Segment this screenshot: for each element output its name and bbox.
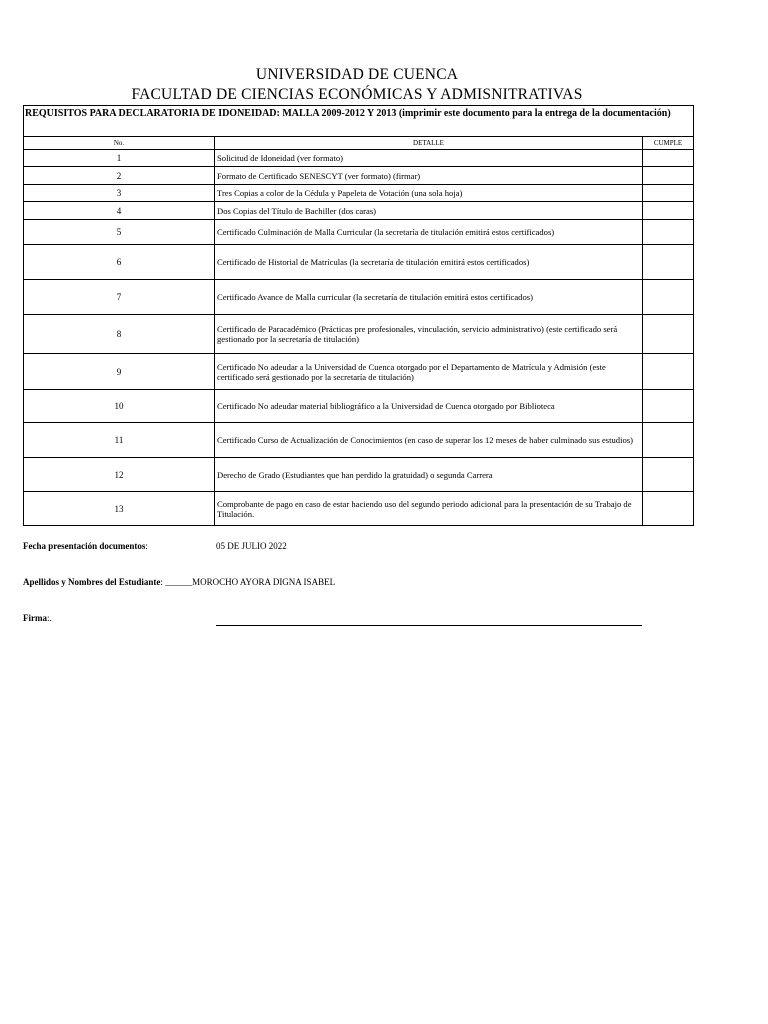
signature-label: Firma xyxy=(23,613,47,623)
student-name-value: MOROCHO AYORA DIGNA ISABEL xyxy=(192,577,336,587)
table-row xyxy=(24,245,694,280)
table-row xyxy=(24,167,694,185)
row-complies-cell xyxy=(643,167,694,185)
row-detail: Comprobante de pago en caso de estar haciendo uso del segundo periodo adicional para la presentación de su Trabajo de Titulación. xyxy=(215,492,643,526)
submission-date-separator: : xyxy=(145,541,148,551)
table-row xyxy=(24,150,694,167)
signature-separator: :. xyxy=(47,613,52,623)
submission-date-label: Fecha presentación documentos xyxy=(23,541,146,551)
university-title: UNIVERSIDAD DE CUENCA xyxy=(255,66,459,83)
row-detail: Certificado Avance de Malla curricular (la secretaría de titulación emitirá estos certificados) xyxy=(215,280,643,315)
row-complies-cell xyxy=(643,354,694,390)
row-detail: Certificado de Paracadémico (Prácticas pre profesionales, vinculación, servicio administrativo) (este certificado será gestionado por la secretaría de titulación) xyxy=(215,315,643,354)
submission-date-value: 05 DE JULIO 2022 xyxy=(216,541,287,551)
signature-field xyxy=(23,613,52,623)
row-detail: Certificado Curso de Actualización de Conocimientos (en caso de superar los 12 meses de haber culminado sus estudios) xyxy=(215,423,643,458)
column-complies: CUMPLE xyxy=(643,137,694,150)
row-number: 5 xyxy=(24,220,215,245)
column-no: No. xyxy=(24,137,215,150)
row-detail: Certificado No adeudar a la Universidad de Cuenca otorgado por el Departamento de Matrícula y Admisión (este certificado será gestionado por la secretaría de titulación) xyxy=(215,354,643,390)
table-row xyxy=(24,390,694,423)
row-complies-cell xyxy=(643,390,694,423)
signature-line xyxy=(216,625,642,626)
row-detail: Certificado de Historial de Matrículas (la secretaría de titulación emitirá estos certificados) xyxy=(215,245,643,280)
table-row xyxy=(24,458,694,492)
row-complies-cell xyxy=(643,185,694,202)
student-name-separator: : ______ xyxy=(160,577,193,587)
row-number: 13 xyxy=(24,492,215,526)
row-number: 6 xyxy=(24,245,215,280)
row-number: 1 xyxy=(24,150,215,167)
row-detail: Formato de Certificado SENESCYT (ver formato) (firmar) xyxy=(215,167,643,185)
submission-date-field xyxy=(23,541,148,551)
row-complies-cell xyxy=(643,150,694,167)
table-row xyxy=(24,280,694,315)
row-complies-cell xyxy=(643,458,694,492)
column-detail: DETALLE xyxy=(215,137,643,150)
row-complies-cell xyxy=(643,202,694,220)
row-complies-cell xyxy=(643,245,694,280)
student-name-field xyxy=(23,577,335,587)
row-complies-cell xyxy=(643,315,694,354)
row-detail: Dos Copias del Título de Bachiller (dos caras) xyxy=(215,202,643,220)
row-number: 8 xyxy=(24,315,215,354)
table-row xyxy=(24,492,694,526)
row-complies-cell xyxy=(643,220,694,245)
requirements-table xyxy=(23,105,694,526)
row-number: 11 xyxy=(24,423,215,458)
row-detail: Certificado Culminación de Malla Curricular (la secretaría de titulación emitirá estos certificados) xyxy=(215,220,643,245)
row-complies-cell xyxy=(643,492,694,526)
row-number: 10 xyxy=(24,390,215,423)
row-number: 2 xyxy=(24,167,215,185)
row-detail: Tres Copias a color de la Cédula y Papeleta de Votación (una sola hoja) xyxy=(215,185,643,202)
row-complies-cell xyxy=(643,423,694,458)
row-detail: Derecho de Grado (Estudiantes que han perdido la gratuidad) o segunda Carrera xyxy=(215,458,643,492)
table-row xyxy=(24,423,694,458)
table-row xyxy=(24,202,694,220)
student-name-label: Apellidos y Nombres del Estudiante xyxy=(23,577,161,587)
faculty-title: FACULTAD DE CIENCIAS ECONÓMICAS Y ADMISNITRATIVAS xyxy=(131,86,583,103)
row-number: 4 xyxy=(24,202,215,220)
row-detail: Certificado No adeudar material bibliográfico a la Universidad de Cuenca otorgado por Biblioteca xyxy=(215,390,643,423)
row-detail: Solicitud de Idoneidad (ver formato) xyxy=(215,150,643,167)
table-row xyxy=(24,220,694,245)
table-row xyxy=(24,354,694,390)
table-heading: REQUISITOS PARA DECLARATORIA DE IDONEIDAD: MALLA 2009-2012 Y 2013 (imprimir este documento para la entrega de la documentación) xyxy=(24,106,694,137)
table-row xyxy=(24,185,694,202)
row-number: 9 xyxy=(24,354,215,390)
row-number: 12 xyxy=(24,458,215,492)
row-number: 3 xyxy=(24,185,215,202)
row-complies-cell xyxy=(643,280,694,315)
row-number: 7 xyxy=(24,280,215,315)
table-row xyxy=(24,315,694,354)
